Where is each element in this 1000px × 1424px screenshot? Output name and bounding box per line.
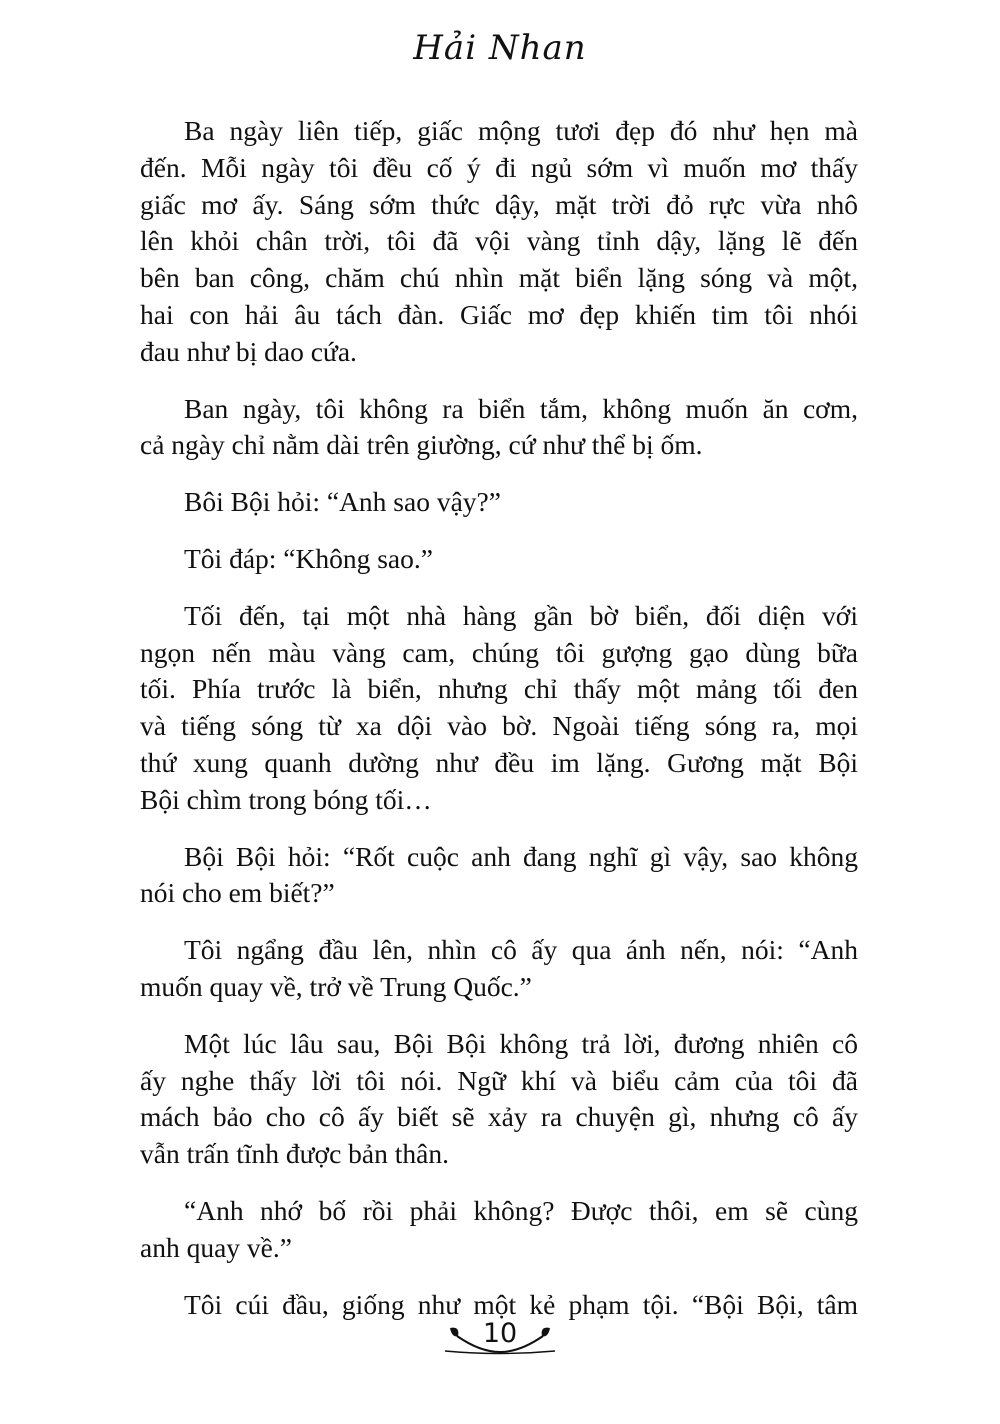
page-footer xyxy=(440,1318,560,1368)
paragraph xyxy=(140,1026,858,1173)
paragraph xyxy=(140,541,858,578)
text-line: “Anh nhớ bố rồi phải không? Được thôi, em sẽ cùng xyxy=(184,1194,858,1226)
page-number: 10 xyxy=(482,1318,518,1349)
paragraph xyxy=(140,113,858,371)
text-line: nói cho em biết?” xyxy=(140,877,335,909)
text-line: anh quay về.” xyxy=(140,1231,292,1263)
text-line: muốn quay về, trở về Trung Quốc.” xyxy=(140,970,532,1002)
text-line: hai con hải âu tách đàn. Giấc mơ đẹp khiến tim tôi nhói xyxy=(140,298,858,330)
running-title: Hải Nhan xyxy=(413,28,587,68)
text-line: thứ xung quanh dường như đều im lặng. Gương mặt Bội xyxy=(140,746,858,778)
text-line: cả ngày chỉ nằm dài trên giường, cứ như thể bị ốm. xyxy=(140,429,703,461)
paragraph xyxy=(140,391,858,465)
text-line: đến. Mỗi ngày tôi đều cố ý đi ngủ sớm vì muốn mơ thấy xyxy=(140,151,858,183)
running-header xyxy=(0,28,1000,68)
text-line: Tôi cúi đầu, giống như một kẻ phạm tội. “Bội Bội, tâm xyxy=(184,1288,858,1320)
text-line: Tôi đáp: “Không sao.” xyxy=(184,542,433,574)
text-line: vẫn trấn tĩnh được bản thân. xyxy=(140,1138,449,1170)
text-line: Ba ngày liên tiếp, giấc mộng tươi đẹp đó như hẹn mà xyxy=(184,115,858,146)
page-body xyxy=(140,113,858,1343)
text-line: Bội Bội hỏi: “Rốt cuộc anh đang nghĩ gì vậy, sao không xyxy=(184,840,858,872)
text-line: Ban ngày, tôi không ra biển tắm, không muốn ăn cơm, xyxy=(184,392,858,424)
text-line: Một lúc lâu sau, Bội Bội không trả lời, đương nhiên cô xyxy=(184,1027,858,1059)
text-line: tối. Phía trước là biển, nhưng chỉ thấy một mảng tối đen xyxy=(140,673,858,705)
paragraph xyxy=(140,484,858,521)
paragraph xyxy=(140,932,858,1006)
text-line: giấc mơ ấy. Sáng sớm thức dậy, mặt trời đỏ rực vừa nhô xyxy=(140,188,858,220)
text-line: đau như bị dao cứa. xyxy=(140,335,357,367)
text-line: ngọn nến màu vàng cam, chúng tôi gượng gạo dùng bữa xyxy=(140,636,858,668)
text-line: lên khỏi chân trời, tôi đã vội vàng tỉnh dậy, lặng lẽ đến xyxy=(140,225,858,257)
paragraph xyxy=(140,1193,858,1267)
text-line: Tối đến, tại một nhà hàng gần bờ biển, đối diện với xyxy=(184,599,858,631)
text-line: mách bảo cho cô ấy biết sẽ xảy ra chuyện gì, nhưng cô ấy xyxy=(140,1101,858,1133)
paragraph xyxy=(140,598,858,819)
text-line: Bôi Bội hỏi: “Anh sao vậy?” xyxy=(184,486,501,518)
text-line: Bội chìm trong bóng tối… xyxy=(140,783,432,815)
text-line: bên ban công, chăm chú nhìn mặt biển lặng sóng và một, xyxy=(140,262,858,294)
text-line: ấy nghe thấy lời tôi nói. Ngữ khí và biểu cảm của tôi đã xyxy=(140,1064,858,1096)
text-line: và tiếng sóng từ xa dội vào bờ. Ngoài tiếng sóng ra, mọi xyxy=(140,710,858,742)
text-line: Tôi ngẩng đầu lên, nhìn cô ấy qua ánh nến, nói: “Anh xyxy=(184,934,858,966)
paragraph xyxy=(140,839,858,913)
